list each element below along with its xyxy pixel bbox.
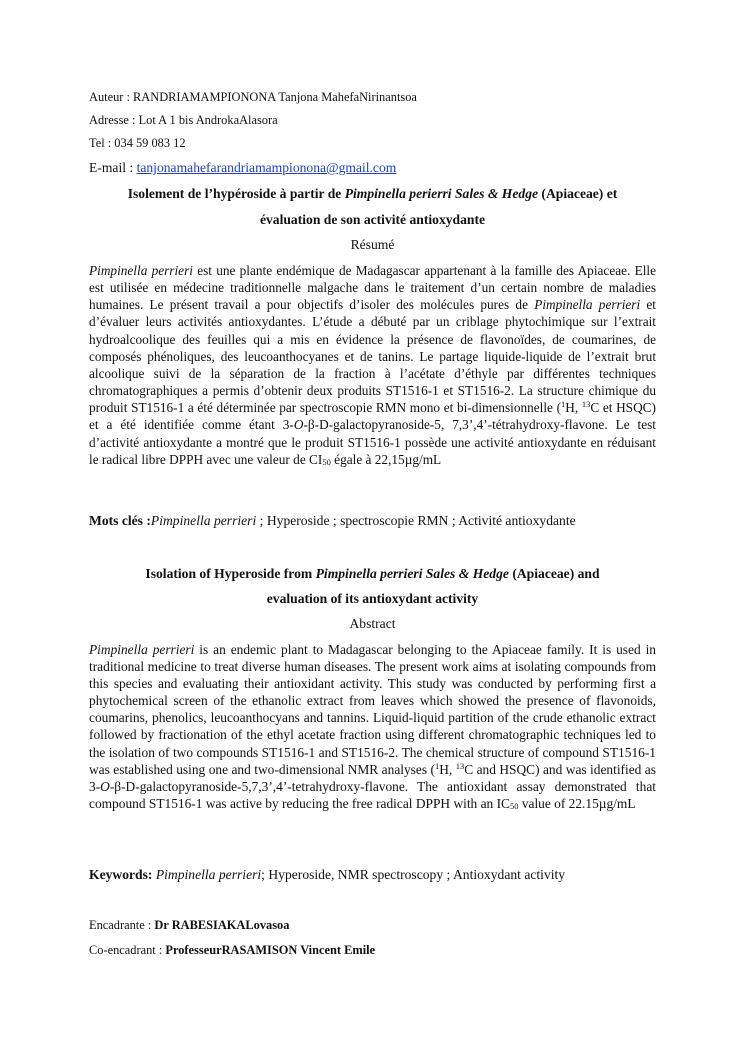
resume-heading: Résumé — [350, 237, 395, 252]
abstract-line: established using one and two-dimensional NMR analyses ($^1$H, $^{13}$C and HSQC) and was — [113, 760, 587, 777]
address-value: Lot A 1 bis AndrokaAlasora — [138, 113, 278, 127]
abstract-line: de Pimpinella perrieri et d’évaluer leurs activités antioxydantes. L’étude a débuté par un — [89, 297, 657, 330]
english-title-species: Pimpinella perrieri Sales & Hedge — [315, 566, 509, 581]
abstract-line: déterminée par spectroscopie RMN mono et bi-dimensionnelle ($^1$H, $^{13}$C et HSQC) et a été — [89, 399, 656, 433]
english-title-line2: evaluation of its antioxydant activity — [266, 591, 479, 606]
email-link[interactable]: tanjonamahefarandriamampionona@gmail.com — [136, 160, 397, 175]
abstract-line: acetate fraction using different chromatographic techniques led to the isolation of two — [89, 727, 656, 760]
abstract-line: deux produits ST1516-1 et ST1516-2. La structure chimique du produit ST1516-1 a été — [89, 383, 656, 416]
abstract-line: which showed the presence of flavonoids, coumarins, phenolics, leucoanthocyans and tannins. — [89, 693, 656, 726]
abstract-line: d’activité antioxydante a montré que le produit ST1516-1 possède une activité antioxydante — [89, 434, 587, 450]
abstract-line: Apiaceae. Elle est utilisée en médecine traditionnelle malgache dans le traitement d’un certain — [89, 263, 657, 296]
english-abstract — [89, 641, 656, 812]
abstract-heading: Abstract — [349, 616, 396, 631]
cosupervisor-line: Co-encadrant : ProfesseurRASAMISON Vincent Emile — [89, 943, 376, 957]
french-title-species: Pimpinella perierri Sales & Hedge — [344, 186, 539, 201]
abstract-line: Pimpinella perrieri est une plante endémique de Madagascar appartenant à la famille des — [89, 263, 575, 278]
abstract-line: nombre de maladies humaines. Le présent travail a pour objectifs d’isoler des molécules pures — [89, 280, 657, 313]
abstract-line: identified as 3-O-β-D-galactopyranoside-5,7,3’,4’-tetrahydroxy-flavone. The antioxidant — [89, 761, 656, 794]
abstract-line: compounds ST1516-1 and ST1516-2. The chemical structure of compound ST1516-1 was — [89, 744, 656, 777]
cosupervisor-name: ProfesseurRASAMISON Vincent Emile — [165, 943, 376, 957]
phone-value: 034 59 083 12 — [114, 136, 186, 150]
abstract-line: fraction à l’acétate d’éthyle par différentes techniques chromatographiques a permis d’obtenir — [89, 365, 657, 399]
abstract-line: was conducted by performing first a phytochemical screen of the ethanolic extract from leaves — [89, 676, 657, 709]
author-name: RANDRIAMAMPIONONA Tanjona MahefaNirinantsoa — [133, 90, 417, 104]
abstract-line: with an $IC_{50}$ value of 22.15µg/mL — [453, 795, 636, 811]
abstract-line: criblage phytochimique sur l’extrait hydroalcoolique des feuilles qui a mis en évidence la — [89, 314, 656, 347]
abstract-line: présence de flavonoïdes, de coumarines, de composés phénoliques, des leucoanthocyanes et — [89, 331, 657, 364]
abstract-line: isolating compounds from this species and evaluating their antioxidant activity. This study — [89, 659, 656, 692]
abstract-line: used in traditional medicine to treat diverse human diseases. The present work aims at — [89, 642, 656, 675]
abstract-line: Liquid-liquid partition of the crude ethanolic extract followed by fractionation of the ethyl — [89, 710, 656, 743]
french-title-line1: Isolement de l’hypéroside à partir de Pimpinella perierri Sales & Hedge (Apiaceae) et — [127, 186, 618, 201]
author-line: Auteur : RANDRIAMAMPIONONA Tanjona MahefaNirinantsoa — [89, 90, 417, 104]
abstract-line: en réduisant le radical libre DPPH avec une valeur de $CI_{50}$ égale à 22,15µg/mL — [89, 434, 656, 467]
supervisor-line: Encadrante : Dr RABESIAKALovasoa — [89, 918, 290, 932]
email-line: E-mail : tanjonamahefarandriamampionona@gmail.com — [89, 160, 397, 175]
french-abstract — [89, 262, 656, 468]
phone-line: Tel : 034 59 083 12 — [89, 136, 186, 150]
english-keywords: Keywords: Pimpinella perrieri; Hyperoside, NMR spectroscopy ; Antioxydant activity — [89, 867, 566, 882]
french-keywords: Mots clés :Pimpinella perrieri ; Hyperoside ; spectroscopie RMN ; Activité antioxydante — [89, 513, 576, 528]
english-title-line1: Isolation of Hyperoside from Pimpinella perrieri Sales & Hedge (Apiaceae) and — [145, 566, 600, 581]
french-title-line2: évaluation de son activité antioxydante — [259, 212, 486, 227]
address-line: Adresse : Lot A 1 bis AndrokaAlasora — [89, 113, 278, 127]
abstract-line: assay demonstrated that compound ST1516-1 was active by reducing the free radical DPPH — [89, 778, 656, 811]
abstract-line: identifiée comme étant 3-O-β-D-galactopyranoside-5, 7,3’,4’-tétrahydroxy-flavone. Le test — [143, 417, 656, 433]
abstract-line: de tanins. Le partage liquide-liquide de l’extrait brut alcoolique suivi de la séparation de la — [89, 348, 657, 381]
abstract-line: Pimpinella perrieri is an endemic plant to Madagascar belonging to the Apiaceae family. It is — [89, 642, 612, 657]
supervisor-name: Dr RABESIAKALovasoa — [154, 918, 290, 932]
